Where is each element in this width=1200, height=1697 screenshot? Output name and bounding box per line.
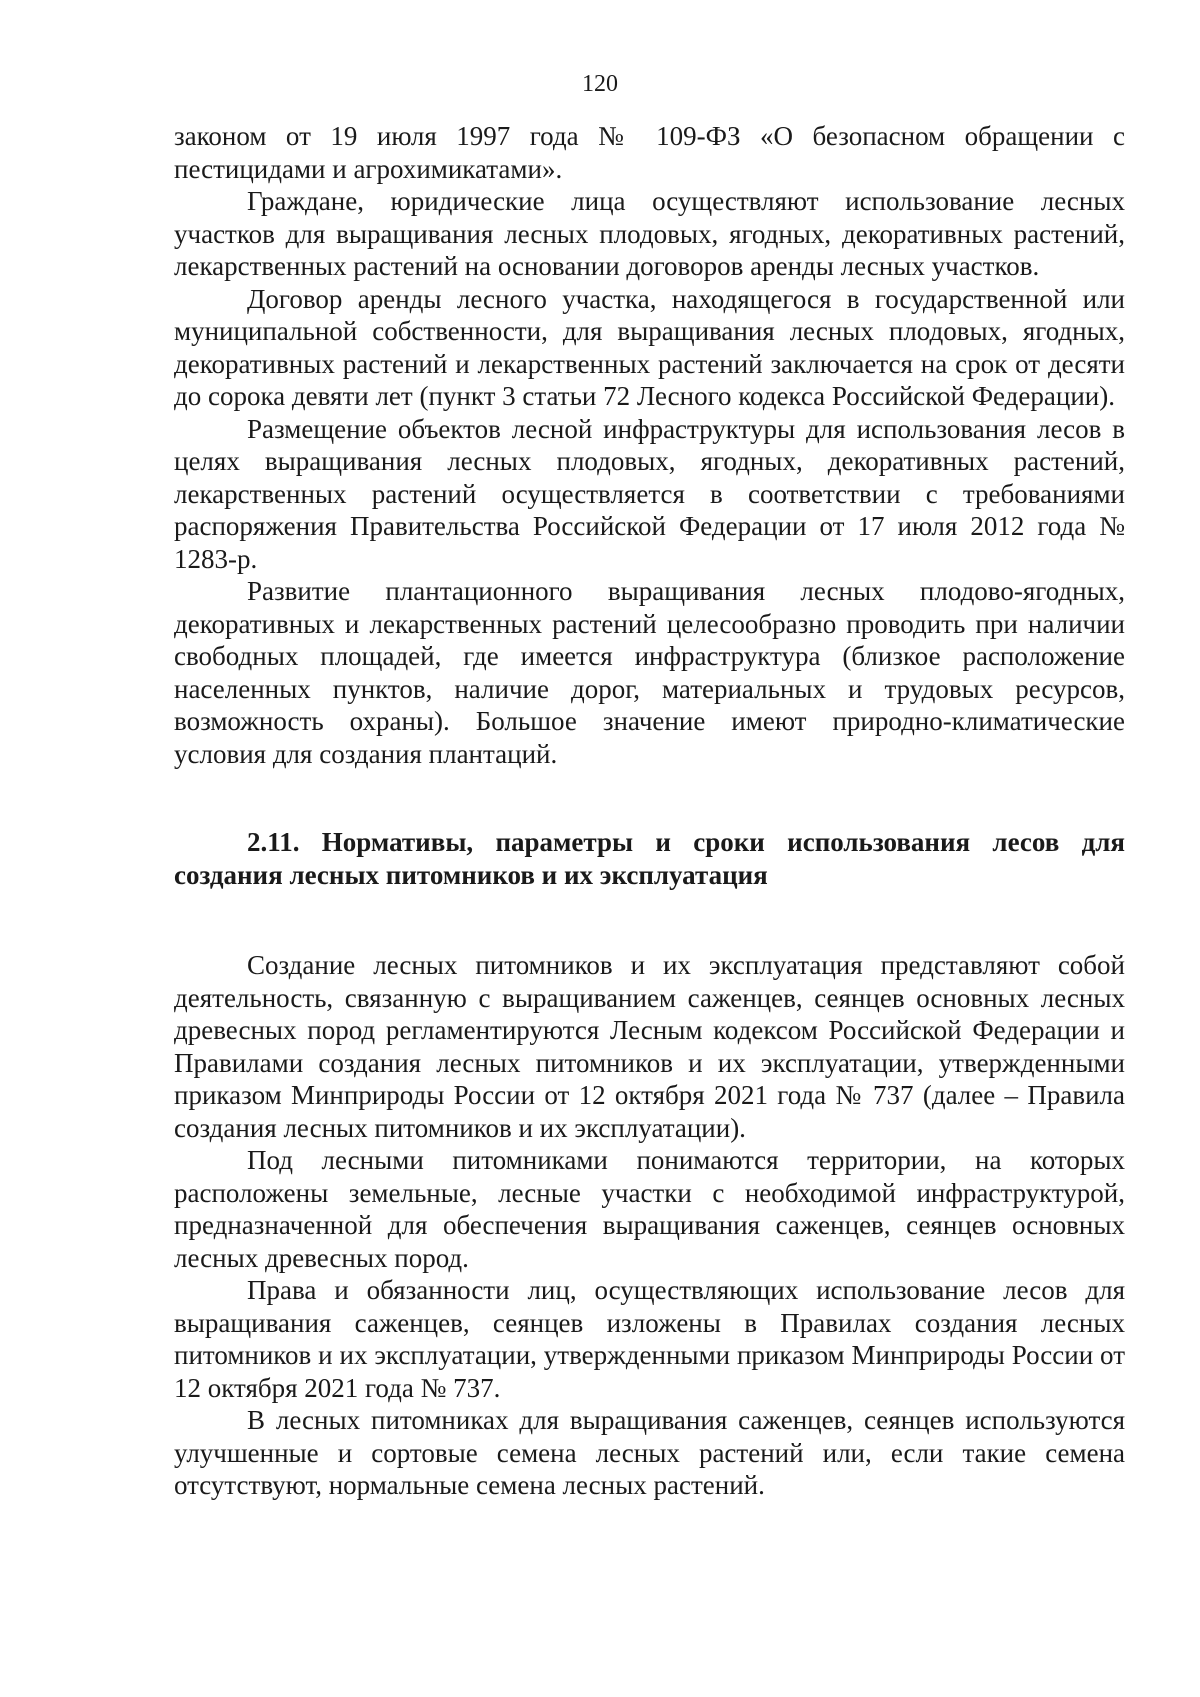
paragraph: Граждане, юридические лица осуществляют использование лесных участков для выращивания лесных плодовых, ягодных, декоративных растений, лекарственных растений на основании договоров аренды лесных участков.: [174, 186, 1125, 281]
paragraph: Создание лесных питомников и их эксплуатация представляют собой деятельность, связанную с выращиванием саженцев, сеянцев основных лесных древесных пород регламентируются Лесным кодексом Российской Федерации и Правилами создания лесных питомников и их эксплуатации, утвержденными приказом Минприроды России от 12 октября 2021 года № 737 (далее – Правила создания лесных питомников и их эксплуатации).: [174, 950, 1125, 1143]
document-body: [174, 120, 1125, 1502]
paragraph: Под лесными питомниками понимаются территории, на которых расположены земельные, лесные участки с необходимой инфраструктурой, предназначенной для обеспечения выращивания саженцев, сеянцев основных лесных древесных пород.: [174, 1145, 1125, 1273]
paragraph: Размещение объектов лесной инфраструктуры для использования лесов в целях выращивания лесных плодовых, ягодных, декоративных растений, лекарственных растений осуществляется в соответствии с требованиями распоряжения Правительства Российской Федерации от 17 июля 2012 года № 1283-р.: [174, 413, 1125, 574]
page-number: 120: [582, 71, 618, 97]
paragraph: Договор аренды лесного участка, находящегося в государственной или муниципальной собственности, для выращивания лесных плодовых, ягодных, декоративных растений и лекарственных растений заключается на срок от десяти до сорока девяти лет (пункт 3 статьи 72 Лесного кодекса Российской Федерации).: [174, 283, 1125, 411]
spacer: [174, 770, 1125, 826]
spacer: [174, 891, 1125, 949]
section-heading: 2.11. Нормативы, параметры и сроки использования лесов для создания лесных питомников и их эксплуатация: [174, 827, 1125, 890]
paragraph: Права и обязанности лиц, осуществляющих использование лесов для выращивания саженцев, сеянцев изложены в Правилах создания лесных питомников и их эксплуатации, утвержденными приказом Минприроды России от 12 октября 2021 года № 737.: [174, 1275, 1125, 1403]
paragraph-continuation: законом от 19 июля 1997 года № 109-ФЗ «О безопасном обращении с пестицидами и агрохимикатами».: [174, 121, 1125, 184]
paragraph: В лесных питомниках для выращивания саженцев, сеянцев используются улучшенные и сортовые семена лесных растений или, если такие семена отсутствуют, нормальные семена лесных растений.: [174, 1405, 1125, 1500]
paragraph: Развитие плантационного выращивания лесных плодово-ягодных, декоративных и лекарственных растений целесообразно проводить при наличии свободных площадей, где имеется инфраструктура (близкое расположение населенных пунктов, наличие дорог, материальных и трудовых ресурсов, возможность охраны). Большое значение имеют природно-климатические условия для создания плантаций.: [174, 576, 1125, 769]
